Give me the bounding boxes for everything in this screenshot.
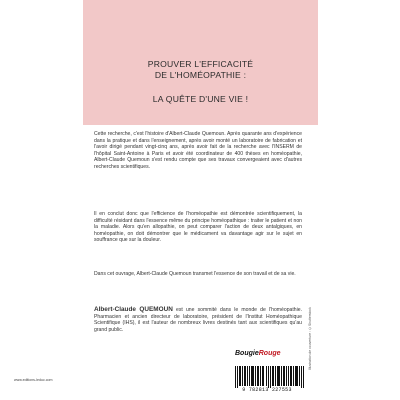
book-back-cover <box>83 0 318 400</box>
body-paragraph-2: Il en conclut donc que l'efficience de l'homéopathie est démontrée scientifiquement, la difficulté résidant dans l'essence même du principe homéopathique : traiter le patient et non la maladie. Alors qu'en allopathie, on peut comparer l'action de deux antalgiques, en homéopathie, on doit démontrer que le médicament va davantage agir sur le sujet en souffrance que sur la douleur. <box>94 211 302 244</box>
author-name: Albert-Claude QUEMOUN <box>94 306 173 313</box>
header-band <box>83 0 318 125</box>
barcode <box>227 365 307 395</box>
author-bio <box>94 307 302 333</box>
body-paragraph-3: Dans cet ouvrage, Albert-Claude Quemoun transmet l'essence de son travail et de sa vie. <box>94 271 296 277</box>
barcode-bars <box>235 366 305 388</box>
author-bio-text: est une sommité dans le monde de l'homéopathie. Pharmacien et ancien directeur de laboratoire, président de l'Institut Homéopathique Scientifique (IHS), il est l'auteur de nombreux livres destinés tant aux scientifiques qu'au grand public. <box>94 307 302 333</box>
title-line-2: DE L'HOMÉOPATHIE : <box>154 69 247 80</box>
title-line-1: PROUVER L'EFFICACITÉ <box>147 59 254 69</box>
isbn-number: 9 782813 227553 <box>242 387 292 393</box>
publisher-website: www.editions-leduc.com <box>14 378 53 382</box>
publisher-logo-part-2: Rouge <box>258 350 281 357</box>
body-paragraph-1: Cette recherche, c'est l'histoire d'Albert-Claude Quemoun. Après quarante ans d'expérience dans la pratique et dans l'enseignement, après avoir monté un laboratoire de fabrication et l'avoir dirigé pendant vingt-cinq ans, après avoir fait de la recherche avec l'INSERM de l'hôpital Saint-Antoine à Paris et avoir été coordinateur de 400 thèses en homéopathie, Albert-Claude Quemoun s'est rendu compte que ses travaux convergeaient avec d'autres recherches scientifiques. <box>94 131 302 170</box>
book-title <box>93 59 308 80</box>
book-subtitle: LA QUÊTE D'UNE VIE ! <box>152 94 249 104</box>
cover-credit: Illustration de couverture : ©Shutterstock <box>308 307 312 370</box>
publisher-logo-part-1: Bougie <box>235 350 259 357</box>
publisher-logo <box>235 350 281 357</box>
